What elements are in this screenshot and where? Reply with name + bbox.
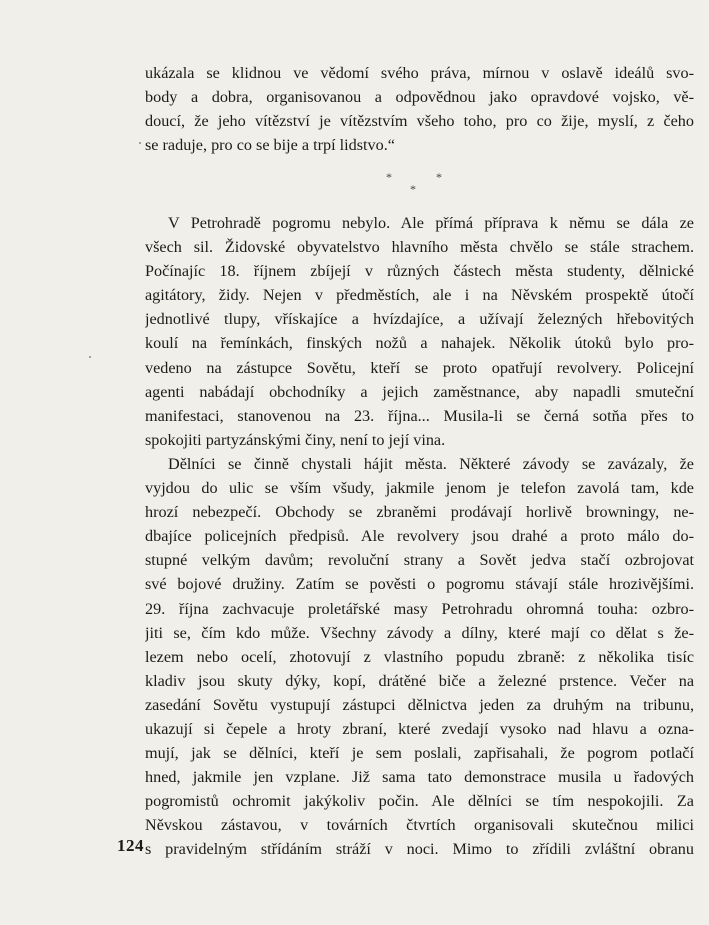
separator-star: *: [410, 182, 416, 196]
text-line: jednotlivé tlupy, vřískajíce a hvízdajíce, a užívají železných hřebovitých: [145, 310, 694, 329]
text-line: V Petrohradě pogromu nebylo. Ale přímá příprava k němu se dála ze: [168, 214, 694, 232]
text-line: jiti se, čím kdo může. Všechny závody a dílny, které mají co dělat s že-: [145, 623, 694, 642]
text-line: Počínajíc 18. říjnem zbíjejí v různých částech města studenty, dělnické: [145, 262, 694, 281]
text-line: manifestaci, stanovenou na 23. října... Musila-li se černá sotňa přes to: [145, 406, 694, 425]
text-line: kladiv jsou skuty dýky, kopí, drátěné biče a železné prstence. Večer na: [145, 671, 694, 690]
text-line: body a dobra, organisovanou a odpovědnou jako opravdové vojsko, vě-: [145, 88, 694, 107]
text-line: hned, jakmile jen vzplane. Již sama tato demonstrace musila u řadových: [145, 768, 694, 787]
text-line: spokojiti partyzánskými činy, není to její vina.: [145, 430, 446, 449]
text-line: agenti nabádají obchodníky a jejich zaměstnance, aby napadli smuteční: [145, 382, 694, 401]
paragraph-3: [145, 452, 694, 862]
text-line: agitátory, židy. Nejen v předměstích, ale i na Něvském prospektě útočí: [145, 286, 694, 305]
text-line: dbajíce policejních předpisů. Ale revolvery jsou drahé a proto málo do-: [145, 527, 694, 546]
page-number: 124: [117, 836, 144, 855]
paragraph-2: [145, 211, 694, 452]
paper-speck: [89, 356, 91, 358]
text-line: mují, jak se dělníci, kteří je sem poslali, zapřisahali, že pogrom potlačí: [145, 744, 694, 763]
text-line: hrozí nebezpečí. Obchody se zbraněmi prodávají horlivě browningy, ne-: [145, 503, 694, 522]
separator-star: *: [436, 170, 442, 184]
text-line: Něvskou zástavou, v továrních čtvrtích organisovali skutečnou milici: [145, 816, 694, 835]
text-line: stupné velkým davům; revoluční strany a Sovět jedva stačí ozbrojovat: [145, 551, 694, 570]
text-line: se raduje, pro co se bije a trpí lidstvo.“: [145, 136, 395, 155]
text-line: vedeno na zástupce Sovětu, kteří se proto opatřují revolvery. Policejní: [145, 358, 694, 377]
text-line: ukázala se klidnou ve vědomí svého práva, mírnou v oslavě ideálů svo-: [145, 64, 694, 82]
text-line: pogromistů ochromit jakýkoliv počin. Ale dělníci se tím nespokojili. Za: [145, 792, 694, 811]
text-line: Dělníci se činně chystali hájit města. Některé závody se zavázaly, že: [168, 454, 694, 473]
text-line: 29. října zachvacuje proletářské masy Petrohradu ohromná touha: ozbro-: [145, 599, 694, 618]
text-line: zasedání Sovětu vystupují zástupci dělnictva jeden za druhým na tribunu,: [145, 695, 694, 714]
text-line: vyjdou do ulic se vším všudy, jakmile jenom je telefon zavolá tam, kde: [145, 479, 694, 498]
text-line: koulí na řemínkách, finských nožů a nahajek. Několik útoků bylo pro-: [145, 334, 694, 353]
main-text: [145, 211, 694, 862]
section-separator: [375, 170, 455, 200]
text-line: doucí, že jeho vítězství je vítězstvím všeho toho, pro co žije, myslí, z čeho: [145, 112, 694, 131]
text-line: lezem nebo ocelí, zhotovují z vlastního popudu zbraně: z několika tisíc: [145, 647, 694, 666]
paragraph-top: [145, 61, 694, 157]
paper-speck: [139, 142, 141, 144]
text-line: s pravidelným střídáním stráží v noci. Mimo to zřídili zvláštní obranu: [145, 840, 694, 859]
text-line: své bojové družiny. Zatím se pověsti o pogromu stávají stále hrozivějšími.: [145, 575, 694, 594]
text-line: všech sil. Židovské obyvatelstvo hlavního města chvělo se stále strachem.: [145, 238, 694, 257]
text-line: ukazují si čepele a hroty zbraní, které zvedají vysoko nad hlavu a ozna-: [145, 719, 694, 738]
separator-star: *: [386, 170, 392, 184]
